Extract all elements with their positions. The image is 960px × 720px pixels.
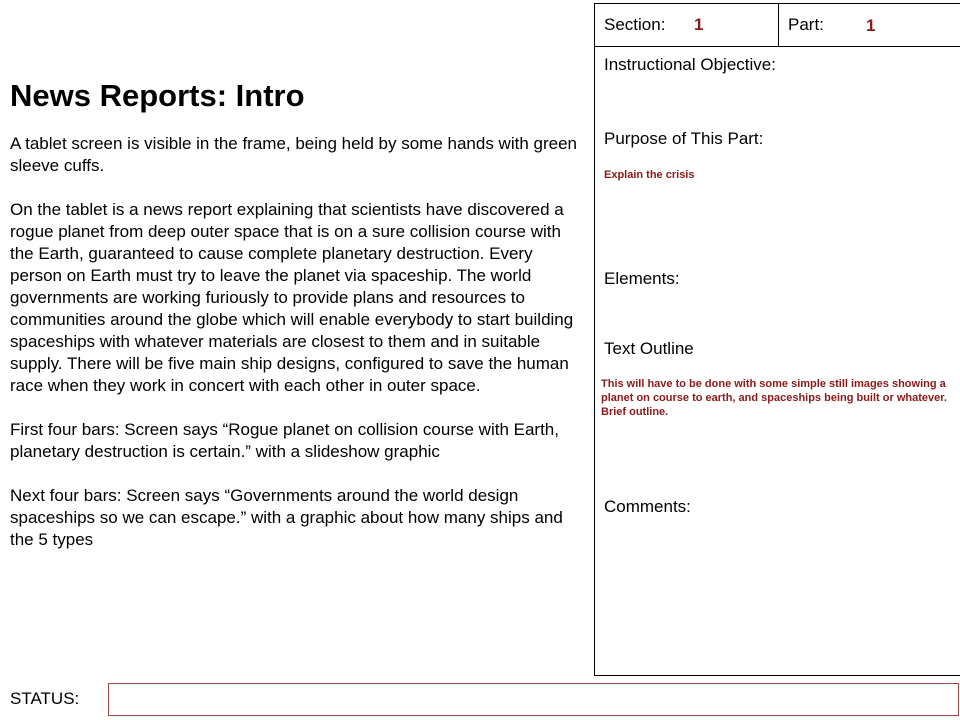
page-title: News Reports: Intro [10, 78, 305, 113]
part-label: Part: [788, 15, 824, 34]
paragraph-tablet: A tablet screen is visible in the frame, being held by some hands with green sleeve cuffs. [10, 134, 577, 175]
paragraph-news-report: On the tablet is a news report explaining that scientists have discovered a rogue planet from deep outer space that is on a sure collision course with the Earth, guaranteed to cause complete planetary destruction. Every person on Earth must try to leave the planet via spaceship. The world governments are working furiously to provide plans and resources to communities around the globe which will enable everybody to start building spaceships with whatever materials are closest to them and in suitable supply. There will be five main ship designs, configured to save the human race when they work in concert with each other in outer space. [10, 200, 574, 395]
paragraph-next-four-bars: Next four bars: Screen says “Governments around the world design spaceships so we can escape.” with a graphic about how many ships and the 5 types [10, 486, 563, 549]
purpose-value[interactable]: Explain the crisis [604, 169, 695, 181]
text-outline-label: Text Outline [604, 339, 694, 358]
purpose-label: Purpose of This Part: [604, 129, 764, 148]
part-value[interactable]: 1 [866, 16, 876, 35]
section-value[interactable]: 1 [694, 15, 704, 34]
description-text [10, 133, 588, 573]
instructional-objective-label: Instructional Objective: [604, 55, 776, 74]
section-label: Section: [604, 15, 666, 34]
paragraph-first-four-bars: First four bars: Screen says “Rogue planet on collision course with Earth, planetary destruction is certain.” with a slideshow graphic [10, 420, 559, 461]
panel-header [595, 4, 960, 47]
comments-label: Comments: [604, 497, 691, 516]
planning-panel [594, 3, 960, 676]
elements-label: Elements: [604, 269, 680, 288]
status-label: STATUS: [10, 689, 80, 708]
status-field[interactable] [108, 683, 959, 716]
section-cell[interactable] [595, 4, 779, 46]
part-cell[interactable] [779, 4, 960, 46]
text-outline-value[interactable]: This will have to be done with some simple still images showing a planet on course to earth, and spaceships being built or whatever. Brief outline. [601, 378, 947, 418]
